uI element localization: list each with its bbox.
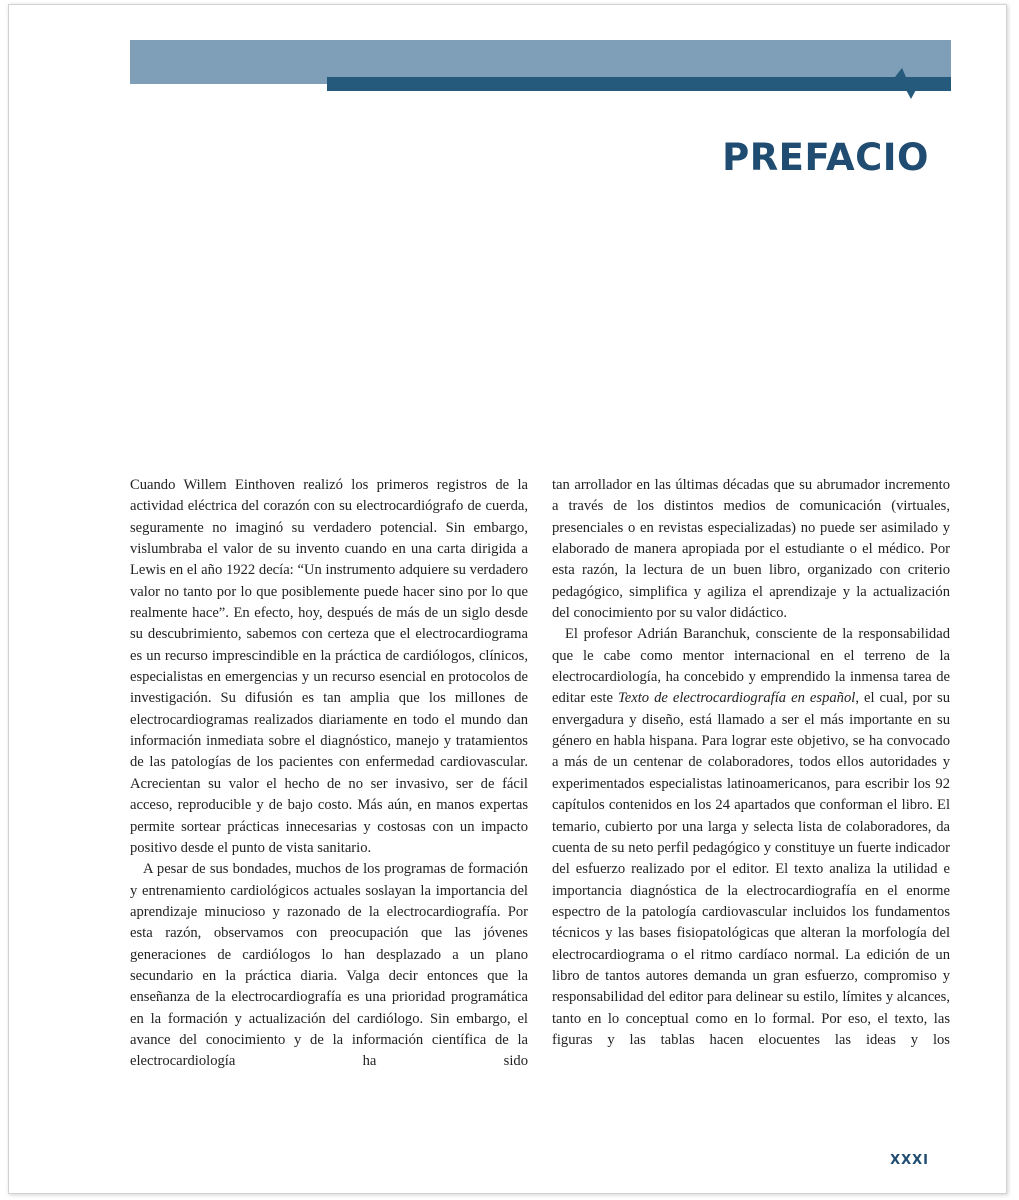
page-title: PREFACIO	[722, 136, 929, 179]
paragraph-1: Cuando Willem Einthoven realizó los primeros registros de la actividad eléctrica del corazón con su electrocardiógrafo de cuerda, seguramente no imaginó su verdadero potencial. Sin embargo, vislumbraba el valor de su invento cuando en una carta dirigida a Lewis en el año 1922 decía: “Un instrumento adquiere su verdadero valor no tanto por lo que posiblemente puede hacer sino por lo que realmente hace”. En efecto, hoy, después de más de un siglo desde su descubrimiento, sabemos con certeza que el electrocardiograma es un recurso imprescindible en la práctica de cardiólogos, clínicos, especialistas en emergencias y un recurso esencial en protocolos de investigación. Su difusión es tan amplia que los millones de electrocardiogramas realizados diariamente en todo el mundo dan información inmediata sobre el diagnóstico, manejo y tratamientos de las patologías de los pacientes con enfermedad cardiovascular. Acrecientan su valor el hecho de no ser invasivo, ser de fácil acceso, reproducible y de bajo costo. Más aún, en manos expertas permite sortear prácticas innecesarias y costosas con un impacto positivo desde el punto de vista sanitario.	[130, 477, 528, 856]
paragraph-3-lead: El profesor Adrián Baranchuk, consciente de la responsabilidad que le cabe como mentor internacional en el terreno de la electrocardiología, ha concebido y emprendido la inmensa tarea de editar este	[552, 626, 950, 707]
text-column-left	[130, 475, 528, 1073]
document-page	[8, 4, 1007, 1194]
paragraph-3-rest: , el cual, por su envergadura y diseño, está llamado a ser el más importante en su género en habla hispana. Para lograr este objetivo, se ha convocado a más de un centenar de colaboradores, todos ellos autoridades y experimentados especialistas latinoamericanos, para escribir los 92 capítulos contenidos en los 24 apartados que conforman el libro. El temario, cubierto por una larga y selecta lista de colaboradores, da cuenta de su neto perfil pedagógico y constituye un fuerte indicador del esfuerzo realizado por el editor. El texto analiza la utilidad e importancia diagnóstica de la electrocardiografía en el enorme espectro de la patología cardiovascular incluidos los fundamentos técnicos y las bases fisiopatológicas que alteran la morfología del electrocardiograma o el ritmo cardíaco normal. La edición de un libro de tantos autores demanda un gran esfuerzo, compromiso y responsabilidad del editor para delinear su estilo, límites y alcances, tanto en lo conceptual como en lo formal. Por eso, el texto, las figuras y las tablas hacen elocuentes las ideas y los	[552, 690, 950, 1048]
header-notch-ornament	[887, 68, 933, 102]
page-number: XXXI	[890, 1153, 929, 1168]
book-title: Texto de electrocardiografía en español	[617, 690, 856, 707]
paragraph-1-continued: tan arrollador en las últimas décadas que su abrumador incremento a través de los distintos medios de comunicación (virtuales, presenciales o en revistas especializadas) no puede ser asimilado y elaborado de manera apropiada por el estudiante o el médico. Por esta razón, la lectura de un buen libro, organizado con criterio pedagógico, simplifica y agiliza el aprendizaje y la actualización del conocimiento por su valor didáctico.	[552, 477, 950, 622]
paragraph-3	[552, 624, 950, 1051]
text-column-right	[552, 475, 950, 1051]
paragraph-2: A pesar de sus bondades, muchos de los programas de formación y entrenamiento cardiológicos actuales soslayan la importancia del aprendizaje minucioso y razonado de la electrocardiografía. Por esta razón, observamos con preocupación que las jóvenes generaciones de cardiólogos lo han desplazado a un plano secundario en la práctica diaria. Valga decir entonces que la enseñanza de la electrocardiografía es una prioridad programática en la formación y actualización del cardiólogo. Sin embargo, el avance del conocimiento y de la información científica de la electrocardiología ha sido	[130, 861, 528, 1070]
header-band-dark	[327, 77, 951, 91]
